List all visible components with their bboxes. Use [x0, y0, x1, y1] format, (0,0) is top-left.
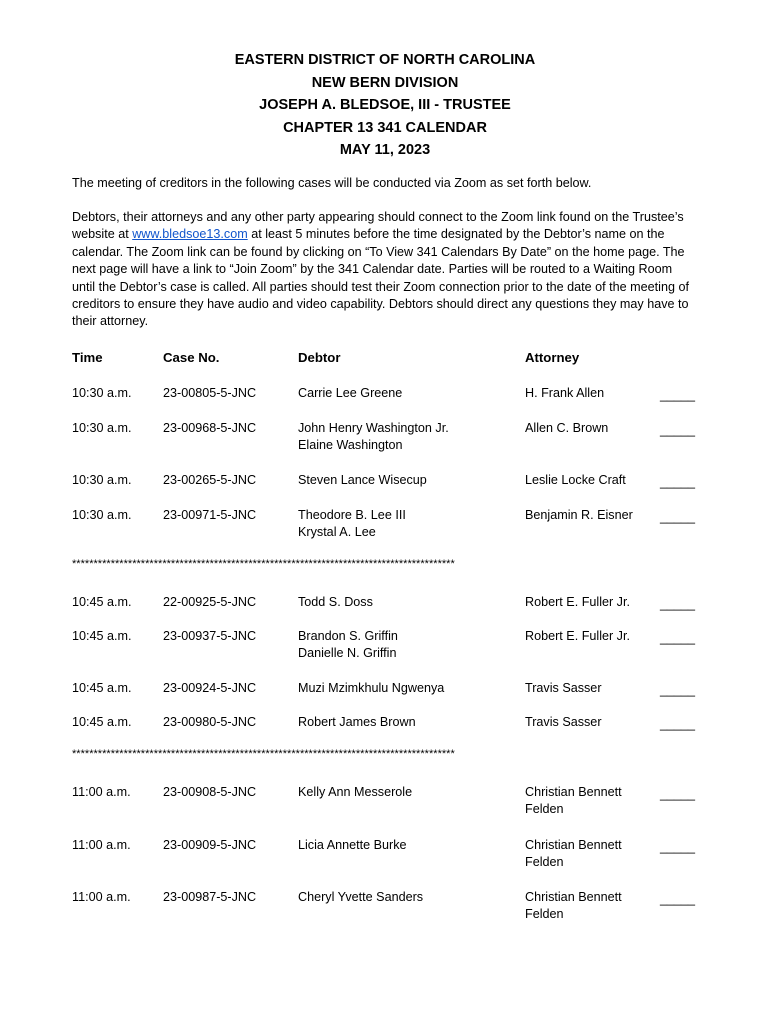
debtor-name: Robert James Brown: [298, 715, 416, 729]
attorney-name: Felden: [525, 855, 564, 870]
debtor-cell: [298, 889, 423, 906]
debtor-name: Carrie Lee Greene: [298, 386, 403, 400]
column-header-case: Case No.: [163, 350, 220, 365]
debtor-cell: [298, 472, 427, 489]
debtor-name: Danielle N. Griffin: [298, 646, 397, 661]
attorney-cell: [525, 594, 635, 611]
checkoff-blank: _____: [660, 510, 696, 524]
debtor-cell: [298, 385, 402, 402]
case-number-cell: 23-00937-5-JNC: [163, 629, 257, 643]
checkoff-blank: _____: [660, 840, 696, 854]
time-cell: 10:45 a.m.: [72, 629, 132, 643]
attorney-name: Felden: [525, 802, 564, 817]
calendar-title: CHAPTER 13 341 CALENDAR: [283, 119, 487, 136]
time-cell: 10:30 a.m.: [72, 508, 132, 522]
attorney-name: Travis Sasser: [525, 715, 602, 729]
checkoff-blank: _____: [660, 388, 696, 402]
attorney-name: Robert E. Fuller Jr.: [525, 629, 630, 643]
debtor-name: Licia Annette Burke: [298, 838, 407, 852]
attorney-name: Travis Sasser: [525, 681, 602, 695]
debtor-name: Steven Lance Wisecup: [298, 473, 427, 487]
instructions-text-start: Debtors, their attorneys and any other party appearing should connect to the Zoom link found on the Trustee’s website at: [72, 210, 684, 242]
district-title: EASTERN DISTRICT OF NORTH CAROLINA: [234, 52, 536, 68]
attorney-cell: [525, 385, 635, 402]
checkoff-blank: _____: [660, 683, 696, 697]
debtor-name: Krystal A. Lee: [298, 525, 376, 540]
attorney-name: Christian Bennett: [525, 785, 622, 799]
column-header-time: Time: [72, 350, 103, 365]
attorney-cell: [525, 472, 635, 489]
debtor-name: Cheryl Yvette Sanders: [298, 890, 424, 904]
checkoff-blank: _____: [660, 717, 696, 731]
debtor-name: Theodore B. Lee III: [298, 508, 406, 522]
intro-paragraph: The meeting of creditors in the following cases will be conducted via Zoom as set forth below.: [72, 176, 592, 190]
attorney-cell: [525, 784, 635, 819]
case-number-cell: 23-00908-5-JNC: [163, 785, 257, 799]
attorney-cell: [525, 507, 635, 524]
time-cell: 11:00 a.m.: [72, 785, 131, 799]
time-cell: 10:30 a.m.: [72, 473, 132, 487]
trustee-website-link[interactable]: www.bledsoe13.com: [132, 227, 248, 242]
debtor-cell: [298, 784, 412, 801]
column-header-attorney: Attorney: [525, 350, 580, 365]
column-header-debtor: Debtor: [298, 350, 341, 365]
debtor-cell: [298, 837, 407, 854]
attorney-name: Leslie Locke Craft: [525, 473, 626, 487]
debtor-cell: [298, 714, 416, 731]
debtor-cell: [298, 680, 444, 697]
attorney-name: Allen C. Brown: [525, 421, 609, 435]
debtor-name: Muzi Mzimkhulu Ngwenya: [298, 681, 445, 695]
debtor-name: Kelly Ann Messerole: [298, 785, 413, 799]
group-separator: *****************************************************************************************: [72, 748, 455, 760]
time-cell: 10:30 a.m.: [72, 386, 132, 400]
attorney-cell: [525, 837, 635, 872]
time-cell: 10:45 a.m.: [72, 681, 132, 695]
debtor-name: John Henry Washington Jr.: [298, 421, 449, 435]
case-number-cell: 23-00805-5-JNC: [163, 386, 257, 400]
group-separator: *****************************************************************************************: [72, 558, 455, 570]
case-number-cell: 22-00925-5-JNC: [163, 595, 257, 609]
attorney-cell: [525, 680, 635, 697]
trustee-title: JOSEPH A. BLEDSOE, III - TRUSTEE: [259, 97, 511, 114]
case-number-cell: 23-00980-5-JNC: [163, 715, 257, 729]
checkoff-blank: _____: [660, 475, 696, 489]
document-header: [0, 49, 770, 162]
debtor-name: Elaine Washington: [298, 438, 403, 453]
debtor-cell: [298, 628, 398, 663]
attorney-cell: [525, 420, 635, 437]
attorney-name: Robert E. Fuller Jr.: [525, 595, 630, 609]
time-cell: 10:30 a.m.: [72, 421, 132, 435]
attorney-name: H. Frank Allen: [525, 386, 605, 400]
instructions-paragraph: [72, 209, 698, 331]
attorney-name: Benjamin R. Eisner: [525, 508, 633, 522]
time-cell: 10:45 a.m.: [72, 715, 132, 729]
case-number-cell: 23-00987-5-JNC: [163, 890, 257, 904]
case-number-cell: 23-00924-5-JNC: [163, 681, 257, 695]
case-number-cell: 23-00265-5-JNC: [163, 473, 257, 487]
case-number-cell: 23-00971-5-JNC: [163, 508, 257, 522]
case-number-cell: 23-00909-5-JNC: [163, 838, 257, 852]
time-cell: 10:45 a.m.: [72, 595, 132, 609]
checkoff-blank: _____: [660, 892, 696, 906]
attorney-cell: [525, 628, 635, 645]
time-cell: 11:00 a.m.: [72, 838, 131, 852]
division-title: NEW BERN DIVISION: [311, 74, 459, 91]
case-number-cell: 23-00968-5-JNC: [163, 421, 257, 435]
debtor-cell: [298, 507, 406, 542]
attorney-cell: [525, 714, 635, 731]
debtor-name: Todd S. Doss: [298, 595, 373, 609]
debtor-cell: [298, 594, 373, 611]
attorney-name: Felden: [525, 907, 564, 922]
checkoff-blank: _____: [660, 423, 696, 437]
checkoff-blank: _____: [660, 597, 696, 611]
attorney-name: Christian Bennett: [525, 838, 622, 852]
checkoff-blank: _____: [660, 787, 696, 801]
checkoff-blank: _____: [660, 631, 696, 645]
debtor-name: Brandon S. Griffin: [298, 629, 398, 643]
calendar-date: MAY 11, 2023: [339, 142, 431, 159]
attorney-name: Christian Bennett: [525, 890, 622, 904]
time-cell: 11:00 a.m.: [72, 890, 131, 904]
debtor-cell: [298, 420, 449, 455]
attorney-cell: [525, 889, 635, 924]
instructions-text-end: at least 5 minutes before the time designated by the Debtor’s name on the calendar. The Zoom link can be found by clicking on “To View 341 Calendars By Date” on the home page. The next page will have a link to “Join Zoom” by the 341 Calendar date. Parties will be routed to a Waiting Room until the Debtor’s case is called. All parties should test their Zoom connection prior to the date of the meeting of creditors to ensure they have audio and video capability. Debtors should direct any questions they may have to their attorney.: [72, 227, 689, 329]
